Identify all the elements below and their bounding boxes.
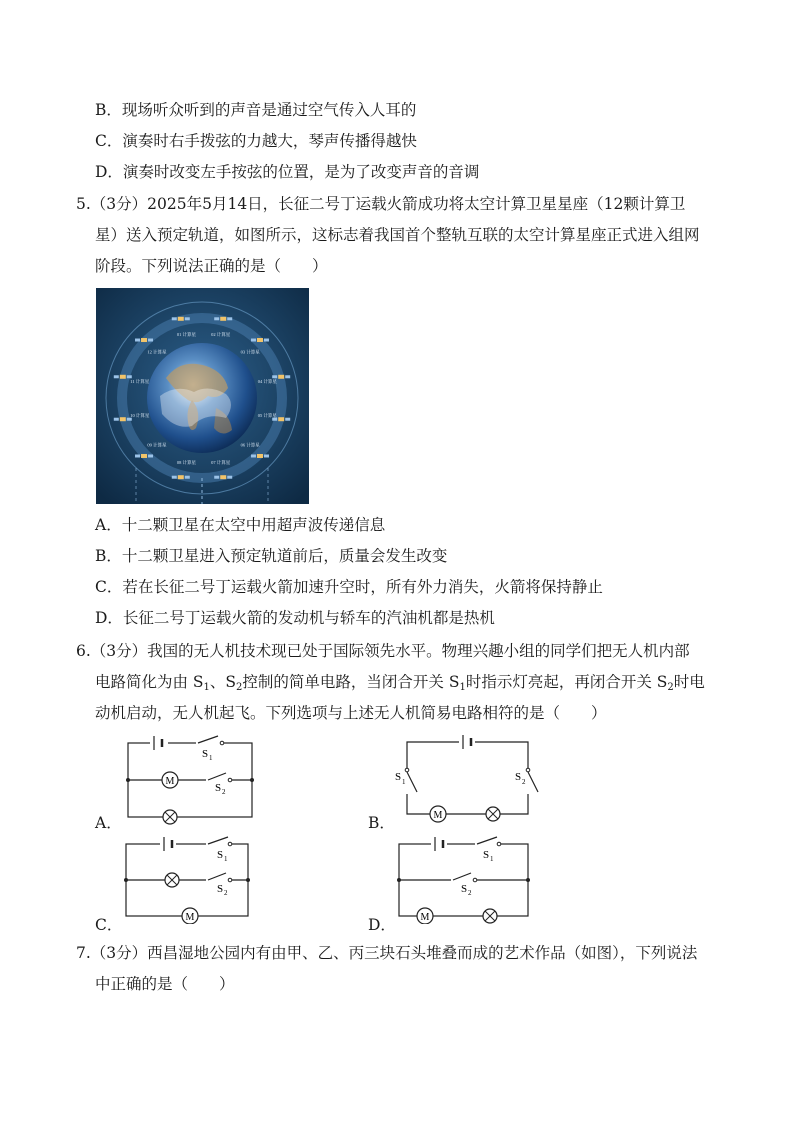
q5-stem-line3: 阶段。下列说法正确的是（ ） xyxy=(95,257,328,275)
circuit-d xyxy=(393,834,535,924)
switch-label-s2-sub: 2 xyxy=(222,788,226,796)
q4-option-b: B．现场听众听到的声音是通过空气传入人耳的 xyxy=(95,101,417,119)
option-d-label: D． xyxy=(368,916,396,934)
satellite-label: 12 计算星 xyxy=(147,349,167,355)
satellite-icon xyxy=(172,475,190,479)
switch-label-s2-sub: 2 xyxy=(522,778,526,786)
switch-label-s2-sub: 2 xyxy=(224,889,228,897)
q6-stem-line1: 6.（3分）我国的无人机技术现已处于国际领先水平。物理兴趣小组的同学们把无人机内部 xyxy=(76,642,690,660)
switch-label-s2: S xyxy=(461,883,468,895)
satellite-constellation-figure xyxy=(96,288,309,504)
q7-stem-line2: 中正确的是（ ） xyxy=(95,975,235,993)
satellite-icon xyxy=(114,375,132,379)
circuit-a xyxy=(120,733,260,825)
satellite-label: 10 计算星 xyxy=(130,413,150,419)
switch-label-s1: S xyxy=(395,771,402,783)
switch-label-s2-sub: 2 xyxy=(468,889,472,897)
q5-option-a: A．十二颗卫星在太空中用超声波传递信息 xyxy=(95,516,386,534)
satellite-label: 02 计算星 xyxy=(211,332,231,338)
motor-label: M xyxy=(433,810,443,821)
satellite-label: 08 计算星 xyxy=(176,459,197,465)
motor-label: M xyxy=(420,912,430,923)
switch-label-s2: S xyxy=(215,782,222,794)
q6-stem-line3: 动机启动，无人机起飞。下列选项与上述无人机简易电路相符的是（ ） xyxy=(95,704,607,722)
q4-option-d: D．演奏时改变左手按弦的位置，是为了改变声音的音调 xyxy=(95,163,480,181)
switch-label-s1-sub: 1 xyxy=(224,855,228,863)
q5-option-d: D．长征二号丁运载火箭的发动机与轿车的汽油机都是热机 xyxy=(95,609,495,627)
earth-globe xyxy=(147,343,257,453)
option-b-label: B． xyxy=(368,814,395,832)
switch-label-s2: S xyxy=(515,771,522,783)
satellite-label: 11 计算星 xyxy=(130,378,150,384)
motor-label: M xyxy=(165,776,175,787)
motor-label: M xyxy=(185,912,195,923)
q7-stem-line1: 7.（3分）西昌湿地公园内有由甲、乙、丙三块石头堆叠而成的艺术作品（如图），下列说法 xyxy=(76,944,698,962)
satellite-label: 01 计算星 xyxy=(176,332,197,338)
q6-stem-line2: 电路简化为由 $S_1$、$S_2$控制的简单电路，当闭合开关 $S_1$时指示灯亮起，再闭合开关 $S_2$时电 xyxy=(95,673,705,693)
satellite-icon xyxy=(214,317,232,321)
switch-label-s2: S xyxy=(217,883,224,895)
circuit-b xyxy=(395,730,540,826)
satellite-label: 06 计算星 xyxy=(240,442,260,448)
satellite-icon xyxy=(251,454,269,458)
satellite-label: 09 计算星 xyxy=(147,442,167,448)
switch-label-s1-sub: 1 xyxy=(490,855,494,863)
satellite-label: 04 计算星 xyxy=(257,378,277,384)
satellite-label: 03 计算星 xyxy=(240,349,260,355)
satellite-icon xyxy=(135,454,153,458)
satellite-icon xyxy=(172,317,190,321)
option-a-label: A． xyxy=(95,814,122,832)
q5-option-b: B．十二颗卫星进入预定轨道前后，质量会发生改变 xyxy=(95,547,448,565)
switch-label-s1-sub: 1 xyxy=(209,754,213,762)
satellite-icon xyxy=(114,417,132,421)
switch-label-s1: S xyxy=(217,849,224,861)
switch-label-s1: S xyxy=(202,748,209,760)
q4-option-c: C．演奏时右手拨弦的力越大，琴声传播得越快 xyxy=(95,132,417,150)
satellite-icon xyxy=(251,338,269,342)
satellite-label: 07 计算星 xyxy=(211,459,231,465)
switch-label-s1-sub: 1 xyxy=(402,778,406,786)
q5-stem-line1: 5.（3分）2025年5月14日，长征二号丁运载火箭成功将太空计算卫星星座（12颗计算卫 xyxy=(76,195,686,213)
q5-stem-line2: 星）送入预定轨道，如图所示，这标志着我国首个整轨互联的太空计算星座正式进入组网 xyxy=(95,226,700,244)
circuit-c xyxy=(120,834,255,924)
option-c-label: C． xyxy=(95,916,123,934)
satellite-label: 05 计算星 xyxy=(257,413,277,419)
satellite-icon xyxy=(135,338,153,342)
switch-label-s1: S xyxy=(483,849,490,861)
q5-option-c: C．若在长征二号丁运载火箭加速升空时，所有外力消失，火箭将保持静止 xyxy=(95,578,603,596)
satellite-icon xyxy=(214,475,232,479)
